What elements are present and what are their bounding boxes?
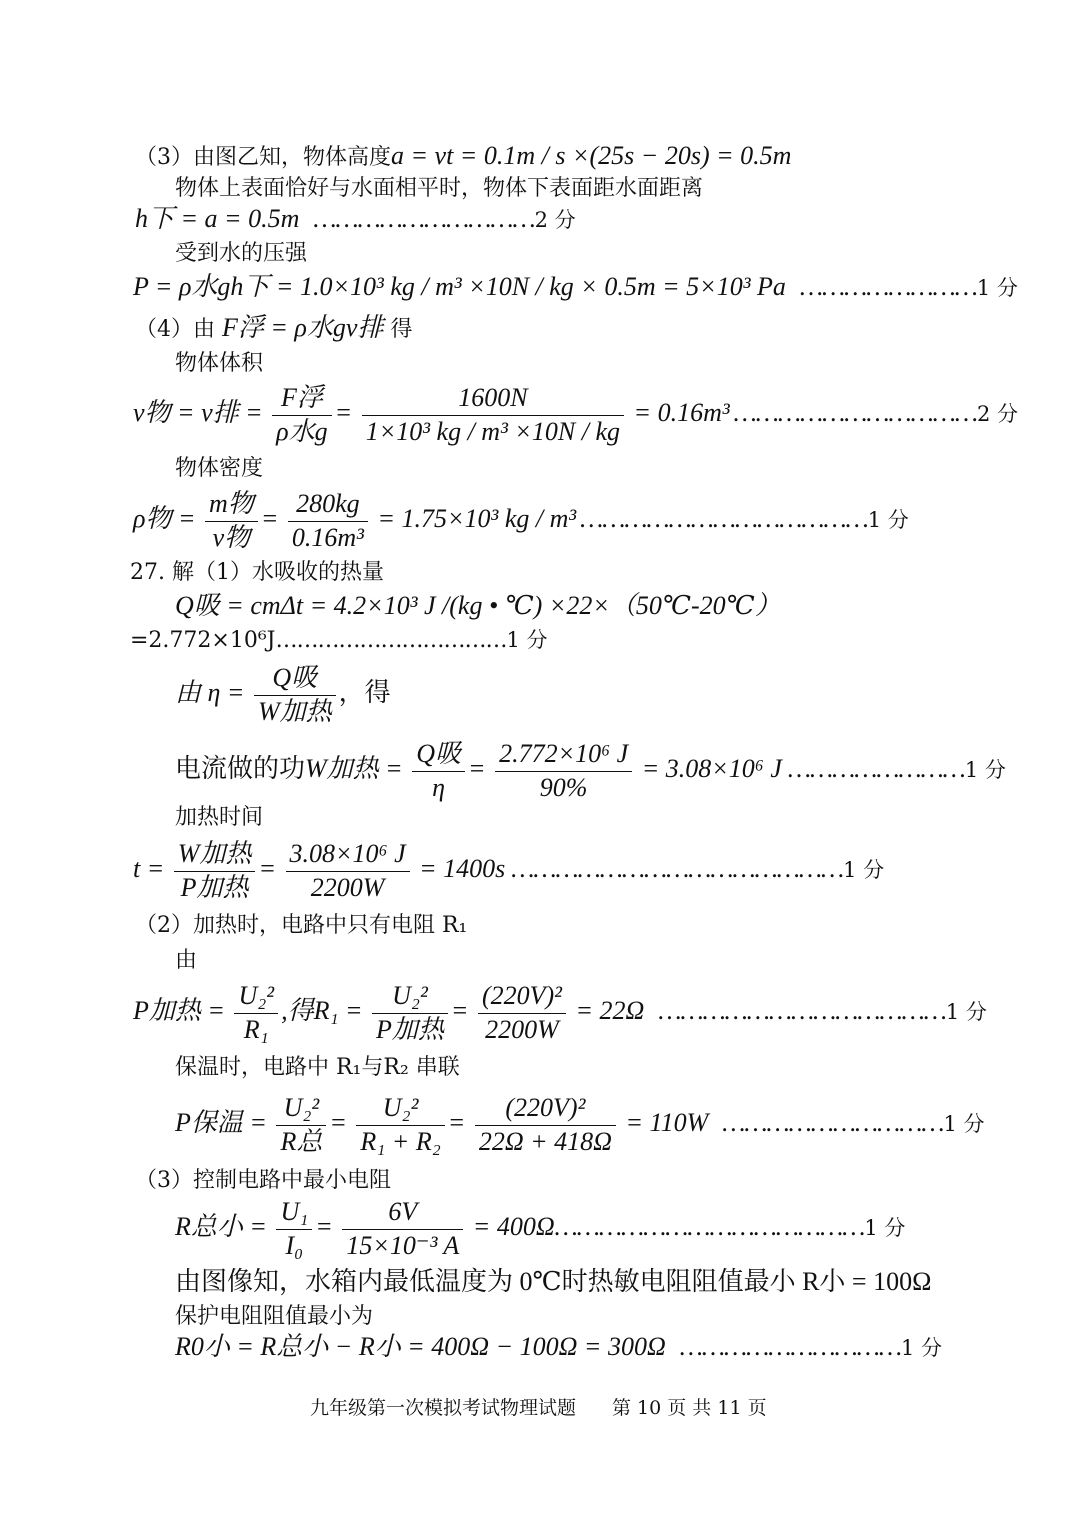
dot-leader: …………………………………… [554, 1211, 865, 1241]
keep-den1: R总 [280, 1126, 323, 1156]
volume-den1: ρ水g [276, 416, 328, 446]
rmin-num2: 6V [342, 1196, 463, 1230]
dot-leader: …………………………… [733, 397, 977, 427]
volume-den2: 1×10³ kg / m³ ×10N / kg [365, 416, 621, 446]
keep-lhs: P保温 = [175, 1107, 267, 1137]
r1-fraction-2 [372, 980, 448, 1046]
q27-heading: 27. 解（1）水吸收的热量 [130, 560, 384, 585]
rmin-line: R总小 = $\frac{\text{U₁}}{\text{I₀}}$ = $\frac{6V}{\text{15×10⁻³ A}}$ = 400Ω……………………………………1 分 [175, 1196, 905, 1262]
time-lhs: t = [133, 853, 165, 883]
rmin-den2: 15×10⁻³ A [346, 1230, 460, 1260]
q26-part3-line2: 物体上表面恰好与水面相平时，物体下表面距水面距离 [175, 176, 704, 201]
protect-label: 保护电阻阻值最小为 [175, 1304, 374, 1329]
time-num1: W加热 [174, 838, 256, 872]
keep-num2: U₂² [356, 1092, 444, 1126]
r1-num1: U₂² [234, 980, 278, 1014]
time-den2: 2200W [310, 872, 385, 902]
q26-part4-line [135, 315, 412, 341]
protect-formula: R0小 = R总小 − R小 = 400Ω − 100Ω = 300Ω [175, 1332, 666, 1361]
density-label: 物体密度 [175, 456, 264, 481]
eta-prefix: 由 η = [175, 677, 245, 707]
r1-fraction-1 [234, 980, 278, 1046]
density-den1: v物 [212, 522, 251, 552]
work-num2: 2.772×10⁶ J [495, 738, 632, 772]
density-den2: 0.16m³ [291, 522, 364, 552]
keep-score: 1 分 [943, 1111, 985, 1136]
r1-den2: P加热 [376, 1014, 444, 1044]
q26-part4-suffix: 得 [390, 317, 413, 342]
volume-result: = 0.16m³ [633, 397, 730, 427]
q26-part3-label: （3）由图乙知，物体高度 [135, 145, 391, 170]
pressure-formula: P = ρ水gh下 = 1.0×10³ kg / m³ ×10N / kg × 0.5m = 5×10³ Pa [133, 272, 786, 301]
work-lhs: W加热 = [305, 753, 403, 783]
h-formula-text: h下 = a = 0.5m [135, 204, 300, 233]
rmin-fraction-2 [342, 1196, 463, 1262]
rmin-lhs: R总小 = [175, 1211, 267, 1241]
eta-num: Q吸 [254, 662, 336, 696]
pressure-score: 1 分 [976, 276, 1018, 300]
dot-leader: ………………………… [679, 1332, 901, 1361]
r1-line: P加热 = $\frac{\text{U₂²}}{\text{R₁}}$ ,得R₁ = $\frac{\text{U₂²}}{\text{P加热}}$ = $\frac{\text{(220V)²}}{2200W}$ = 22Ω …………………………………1 分 [133, 980, 987, 1046]
q26-part3-line [135, 143, 791, 169]
r1-den3: 2200W [485, 1014, 559, 1044]
work-result: = 3.08×10⁶ J [641, 753, 782, 783]
density-num2: 280kg [288, 488, 368, 522]
dot-leader: …………………………… [275, 628, 507, 653]
volume-num2: 1600N [362, 382, 624, 416]
r1-mid: ,得R₁ = [281, 995, 363, 1025]
eta-line [175, 662, 391, 728]
dot-leader: ………………………………… [580, 503, 868, 533]
keep-num3: (220V)² [475, 1092, 616, 1126]
time-fraction-1 [174, 838, 256, 904]
footer [310, 1399, 767, 1418]
rmin-fraction-1 [276, 1196, 312, 1262]
volume-num1: F浮 [272, 382, 331, 416]
work-label: 电流做的功 [175, 753, 306, 783]
work-num1: Q吸 [412, 738, 465, 772]
h-formula [135, 206, 576, 232]
eta-fraction [254, 662, 336, 728]
density-fraction-2 [288, 488, 368, 554]
q27-part2-label: （2）加热时，电路中只有电阻 R₁ [135, 913, 468, 938]
heat-score: 1 分 [506, 628, 548, 652]
r1-result: = 22Ω [575, 995, 645, 1025]
time-fraction-2 [286, 838, 410, 904]
keep-num1: U₂² [276, 1092, 326, 1126]
work-den1: η [432, 772, 446, 802]
heat-result: =2.772×10⁶J [130, 628, 276, 653]
work-fraction-1 [412, 738, 465, 804]
time-result: = 1400s [419, 853, 506, 883]
keep-den3: 22Ω + 418Ω [478, 1126, 612, 1156]
h-score: 2 分 [534, 208, 576, 232]
dot-leader: ………………………………… [658, 995, 946, 1025]
volume-fraction-2 [362, 382, 624, 448]
dot-leader: ……………………………………… [511, 853, 844, 883]
volume-lhs: v物 = v排 = [133, 397, 263, 427]
work-score: 1 分 [964, 757, 1006, 782]
work-den2: 90% [539, 772, 588, 802]
time-den1: P加热 [180, 872, 249, 902]
graph-line: 由图像知，水箱内最低温度为 0℃时热敏电阻阻值最小 R小 = 100Ω [175, 1267, 932, 1296]
keep-fraction-3 [475, 1092, 616, 1158]
keep-label: 保温时，电路中 R₁与R₂ 串联 [175, 1055, 460, 1080]
work-line: 电流做的功W加热 = $\frac{\text{Q吸}}{\eta}$ = $\frac{\text{2.772×10⁶ J}}{90\%}$ = 3.08×10⁶ J ……………………1 分 [175, 738, 1006, 804]
r1-num2: U₂² [372, 980, 448, 1014]
rmin-num1: U₁ [276, 1196, 312, 1230]
rmin-score: 1 分 [864, 1215, 906, 1240]
keep-fraction-2 [356, 1092, 444, 1158]
dot-leader: …………………… [799, 272, 977, 301]
pressure-label: 受到水的压强 [175, 241, 308, 266]
density-lhs: ρ物 = [133, 503, 196, 533]
density-num1: m物 [205, 488, 258, 522]
density-line: ρ物 = $\frac{\text{m物}}{\text{v物}}$ = $\frac{280kg}{\text{0.16m³}}$ = 1.75×10³ kg / m³ …………………………………1 分 [133, 488, 909, 554]
heat-formula: Q吸 = cmΔt = 4.2×10³ J /(kg • ℃) ×22×（50℃-20℃） [175, 591, 781, 620]
keep-den2: R₁ + R₂ [360, 1126, 441, 1156]
rmin-den1: I₀ [285, 1230, 304, 1260]
r1-den1: R₁ [243, 1014, 269, 1044]
keep-result: = 110W [625, 1107, 709, 1137]
height-formula: a = vt = 0.1m / s ×(25s − 20s) = 0.5m [391, 141, 792, 170]
volume-label: 物体体积 [175, 351, 264, 376]
eta-den: W加热 [257, 696, 332, 726]
time-label: 加热时间 [175, 805, 264, 830]
pressure-line [133, 274, 1018, 300]
q27-part3-label: （3）控制电路中最小电阻 [135, 1168, 391, 1193]
keep-fraction-1 [276, 1092, 326, 1158]
volume-fraction-1 [272, 382, 331, 448]
protect-line [175, 1334, 942, 1360]
dot-leader: ………………………… [722, 1107, 944, 1137]
footer-page: 第 10 页 共 11 页 [612, 1397, 767, 1419]
protect-score: 1 分 [900, 1336, 943, 1360]
buoyancy-formula: F浮 = ρ水gv排 [222, 313, 384, 342]
by-text: 由 [175, 948, 198, 973]
eta-suffix: ，得 [338, 677, 391, 707]
work-fraction-2 [495, 738, 632, 804]
dot-leader: …………………… [787, 753, 965, 783]
volume-line: v物 = v排 = $\frac{\text{F浮}}{\text{ρ水g}}$ = $\frac{1600N}{\text{1×10³ kg / m³ ×10N / kg}}$ = 0.16m³ ……………………………2 分 [133, 382, 1018, 448]
volume-score: 2 分 [976, 401, 1019, 426]
r1-lhs: P加热 = [133, 995, 225, 1025]
density-result: = 1.75×10³ kg / m³ [377, 503, 577, 533]
footer-title: 九年级第一次模拟考试物理试题 [310, 1397, 577, 1419]
density-fraction-1 [205, 488, 258, 554]
q26-part4-label: （4）由 [135, 317, 215, 342]
r1-fraction-3 [478, 980, 566, 1046]
dot-leader: ………………………… [313, 204, 535, 233]
time-num2: 3.08×10⁶ J [286, 838, 410, 872]
heat-result-line [130, 630, 548, 652]
rmin-result: = 400Ω [472, 1211, 555, 1241]
density-score: 1 分 [867, 507, 909, 532]
r1-score: 1 分 [945, 999, 987, 1024]
time-score: 1 分 [843, 857, 885, 882]
time-line: t = $\frac{\text{W加热}}{\text{P加热}}$ = $\frac{\text{3.08×10⁶ J}}{2200W}$ = 1400s ………………………………………1 分 [133, 838, 884, 904]
r1-num3: (220V)² [478, 980, 566, 1014]
keep-line: P保温 = $\frac{\text{U₂²}}{\text{R总}}$ = $\frac{\text{U₂²}}{\text{R₁ + R₂}}$ = $\frac{\text{(220V)²}}{22\Omega + 418\Omega}$ = 110W …………………………1 分 [175, 1092, 984, 1158]
